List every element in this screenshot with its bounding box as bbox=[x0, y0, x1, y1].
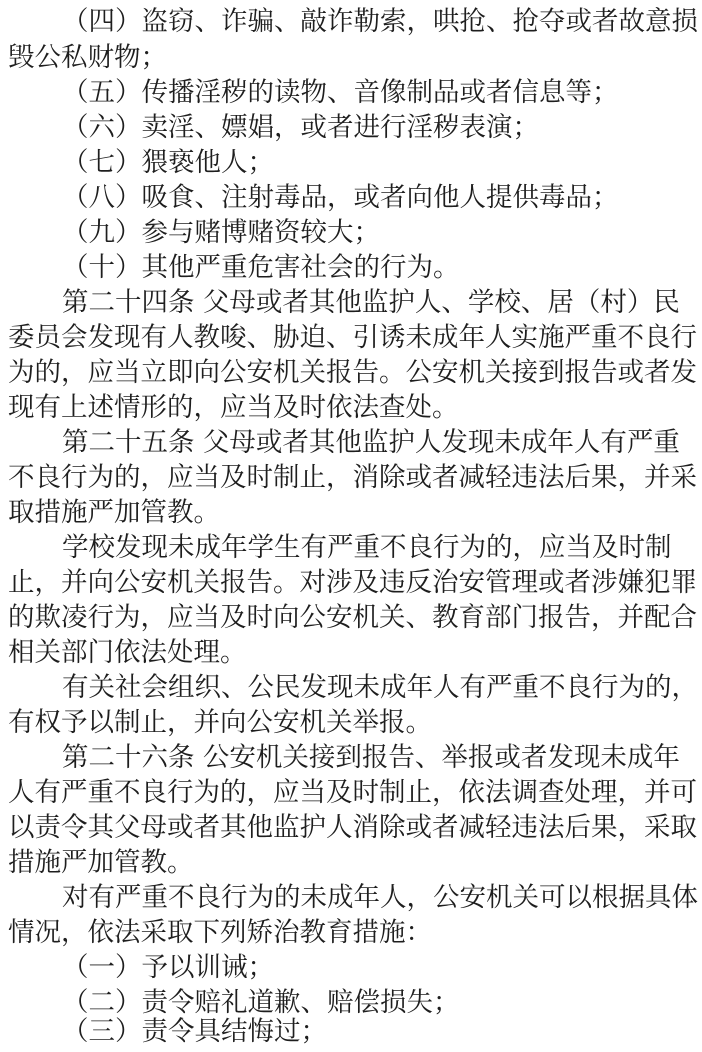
text-line: （五）传播淫秽的读物、音像制品或者信息等； bbox=[62, 77, 619, 108]
text-line: （六）卖淫、嫖娼，或者进行淫秽表演； bbox=[62, 112, 539, 143]
text-line: 取措施严加管教。 bbox=[8, 497, 220, 528]
text-line: 毁公私财物； bbox=[8, 42, 167, 73]
text-line: 第二十六条 公安机关接到报告、举报或者发现未成年 bbox=[62, 742, 680, 773]
text-line: 有关社会组织、公民发现未成年人有严重不良行为的， bbox=[62, 672, 698, 703]
text-line: （八）吸食、注射毒品，或者向他人提供毒品； bbox=[62, 182, 619, 213]
text-line: 为的，应当立即向公安机关报告。公安机关接到报告或者发 bbox=[8, 357, 697, 388]
text-line: （四）盗窃、诈骗、敲诈勒索，哄抢、抢夺或者故意损 bbox=[62, 6, 698, 37]
text-line: （二）责令赔礼道歉、赔偿损失； bbox=[62, 987, 460, 1018]
text-line: 措施严加管教。 bbox=[8, 847, 194, 878]
text-line: 的欺凌行为，应当及时向公安机关、教育部门报告，并配合 bbox=[8, 602, 697, 633]
text-line: 对有严重不良行为的未成年人，公安机关可以根据具体 bbox=[62, 882, 698, 913]
text-line: 相关部门依法处理。 bbox=[8, 637, 247, 668]
text-line: （十）其他严重危害社会的行为。 bbox=[62, 252, 460, 283]
text-line: 委员会发现有人教唆、胁迫、引诱未成年人实施严重不良行 bbox=[8, 322, 697, 353]
text-line: 人有严重不良行为的，应当及时制止，依法调查处理，并可 bbox=[8, 777, 697, 808]
text-line: 现有上述情形的，应当及时依法查处。 bbox=[8, 392, 459, 423]
text-line: （一）予以训诫； bbox=[62, 952, 274, 983]
text-line: 第二十四条 父母或者其他监护人、学校、居（村）民 bbox=[62, 287, 680, 318]
text-line: 情况，依法采取下列矫治教育措施： bbox=[8, 917, 432, 948]
text-line: 止，并向公安机关报告。对涉及违反治安管理或者涉嫌犯罪 bbox=[8, 567, 697, 598]
text-line: （七）猥亵他人； bbox=[62, 147, 274, 178]
text-line: 以责令其父母或者其他监护人消除或者减轻违法后果，采取 bbox=[8, 812, 697, 843]
text-line: 学校发现未成年学生有严重不良行为的，应当及时制 bbox=[62, 532, 672, 563]
text-line: 第二十五条 父母或者其他监护人发现未成年人有严重 bbox=[62, 427, 680, 458]
text-line: 有权予以制止，并向公安机关举报。 bbox=[8, 707, 432, 738]
text-line: （九）参与赌博赌资较大； bbox=[62, 217, 380, 248]
text-line: 不良行为的，应当及时制止，消除或者减轻违法后果，并采 bbox=[8, 462, 697, 493]
text-line: （三）责令具结悔过； bbox=[62, 1016, 327, 1047]
